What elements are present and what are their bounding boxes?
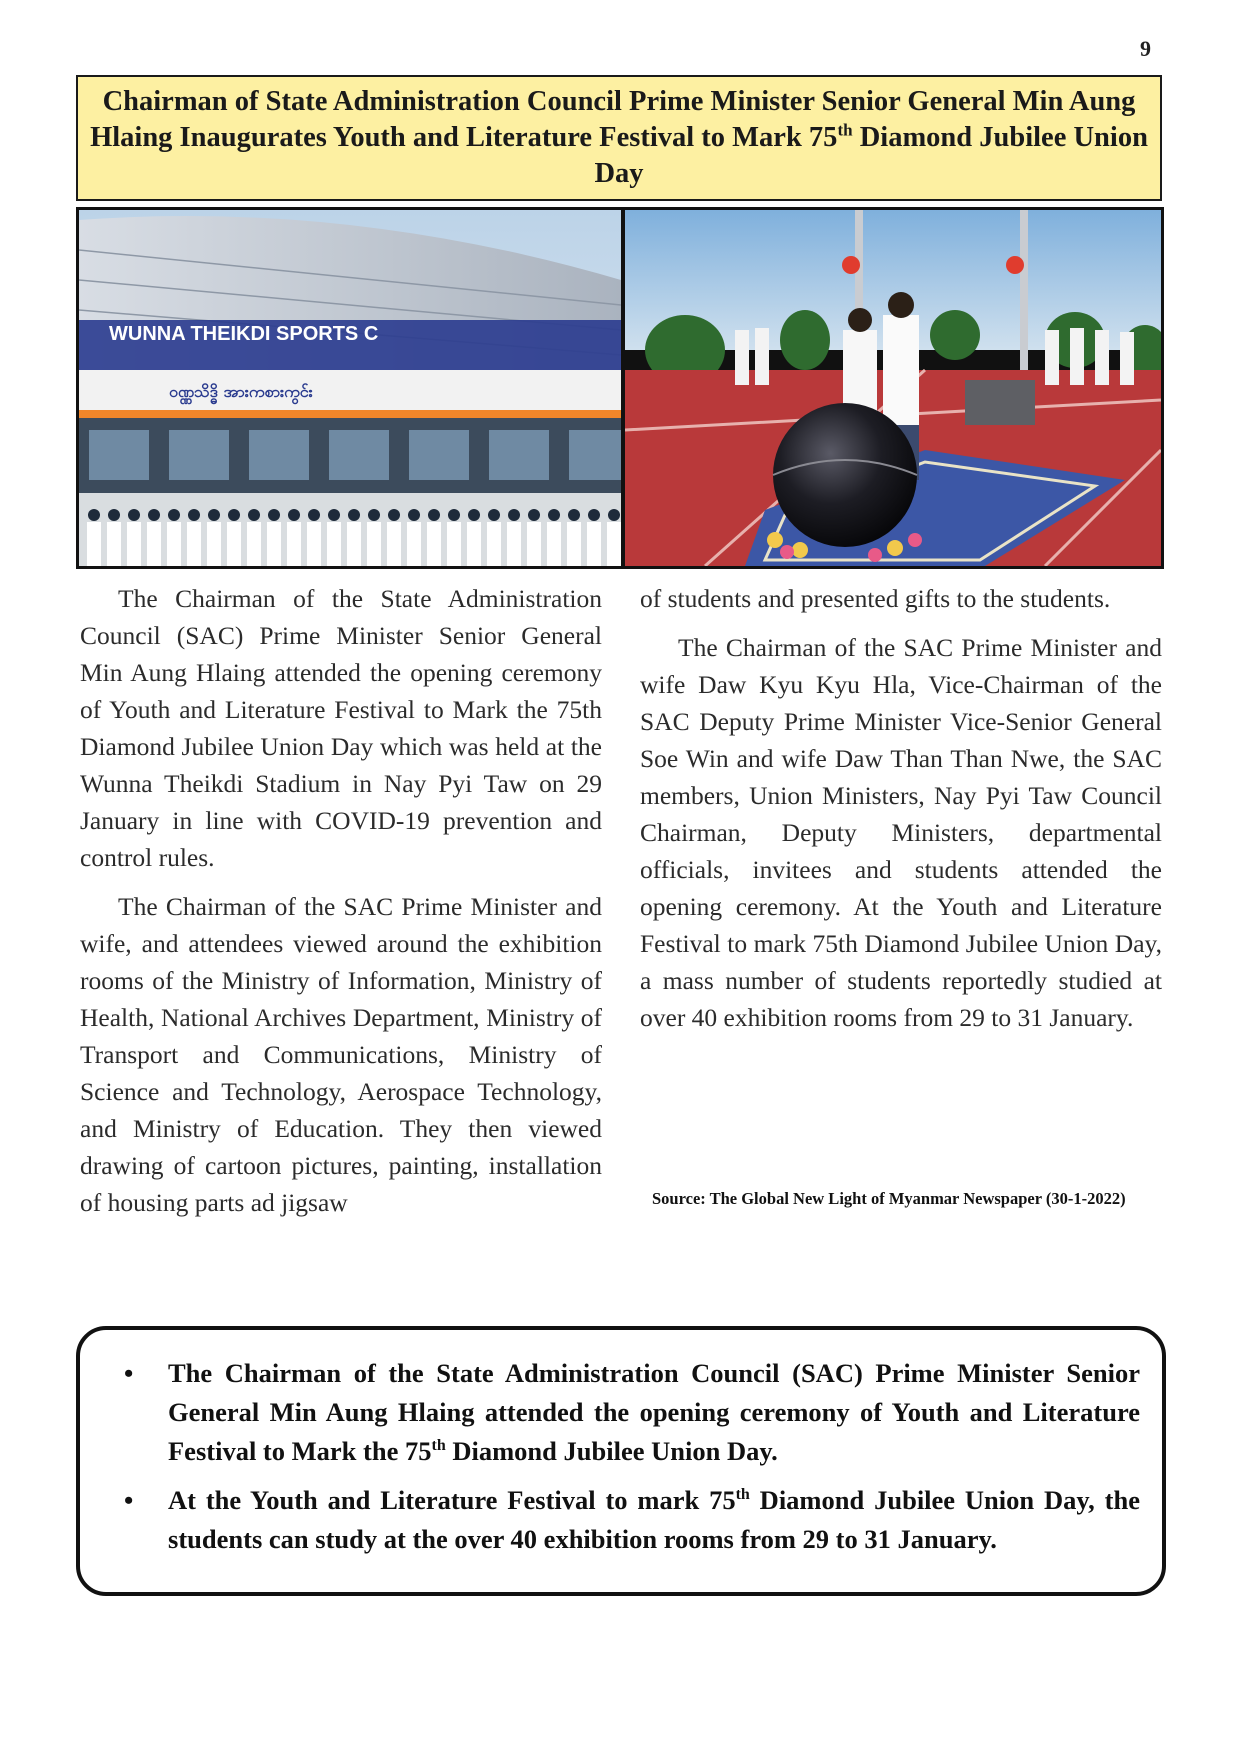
paragraph-2-continued: of students and presented gifts to the students. — [640, 584, 1111, 613]
page-title — [90, 84, 1148, 192]
ceremony-photo — [625, 210, 1161, 566]
title-end: Diamond Jubilee Union Day — [594, 122, 1148, 189]
summary-item-2-end: Diamond Jubilee Union Day, the students can study at the over 40 exhibition rooms from 29 to 31 January. — [168, 1485, 1140, 1554]
paragraph-2: The Chairman of the SAC Prime Minister and wife, and attendees viewed around the exhibition rooms of the Ministry of Information, Ministry of Health, National Archives Department, Ministry of Transport and Communications, Ministry of Science and Technology, Aerospace Technology, and Ministry of Education. They then viewed drawing of cartoon pictures, painting, installation of housing parts ad jigsaw — [80, 892, 602, 1217]
stadium-photo — [79, 210, 621, 566]
page-number: 9 — [1140, 36, 1151, 61]
source-citation: Source: The Global New Light of Myanmar Newspaper (30-1-2022) — [652, 1189, 1126, 1208]
paragraph-1: The Chairman of the State Administration Council (SAC) Prime Minister Senior General Min Aung Hlaing attended the opening ceremony of Youth and Literature Festival to Mark the 75th Diamond Jubilee Union Day which was held at the Wunna Theikdi Stadium in Nay Pyi Taw on 29 January in line with COVID-19 prevention and control rules. — [80, 584, 602, 872]
summary-list — [116, 1354, 1140, 1559]
bullet-icon: • — [124, 1485, 134, 1515]
summary-item-2-text: At the Youth and Literature Festival to mark 75 — [168, 1485, 736, 1515]
summary-item-1-end: Diamond Jubilee Union Day. — [445, 1436, 778, 1466]
ceremony-illustration — [625, 210, 1161, 566]
paragraph-3: The Chairman of the SAC Prime Minister and wife Daw Kyu Kyu Hla, Vice-Chairman of the SAC Deputy Prime Minister Vice-Senior General Soe Win and wife Daw Than Than Nwe, the SAC members, Union Ministers, Nay Pyi Taw Council Chairman, Deputy Ministers, departmental officials, invitees and students attended the opening ceremony. At the Youth and Literature Festival to mark 75th Diamond Jubilee Union Day, a mass number of students reportedly studied at over 40 exhibition rooms from 29 to 31 January. — [640, 633, 1162, 1032]
summary-item-1-text: The Chairman of the State Administration Council (SAC) Prime Minister Senior General Min Aung Hlaing attended the opening ceremony of Youth and Literature Festival to Mark the 75 — [168, 1358, 1140, 1466]
title-main: Chairman of State Administration Council Prime Minister Senior General Min Aung Hlaing Inaugurates Youth and Literature Festival to Mark 75 — [90, 86, 1136, 153]
photo-strip — [76, 207, 1164, 569]
summary-item-1-sup: th — [431, 1437, 446, 1455]
title-superscript: th — [837, 120, 853, 140]
article-column-right — [640, 580, 1162, 1048]
summary-item — [124, 1481, 1140, 1559]
article-column-left — [80, 580, 602, 1233]
bullet-icon: • — [124, 1358, 134, 1388]
summary-box — [76, 1326, 1166, 1596]
title-box — [76, 75, 1162, 201]
summary-item-2-sup: th — [735, 1486, 750, 1504]
stadium-sign: WUNNA THEIKDI SPORTS C — [109, 323, 379, 345]
summary-item — [124, 1354, 1140, 1471]
stadium-illustration — [79, 210, 621, 566]
stadium-banner: ဝဏ္ဏသိဒ္ဓိ အားကစားကွင်း — [169, 382, 313, 401]
